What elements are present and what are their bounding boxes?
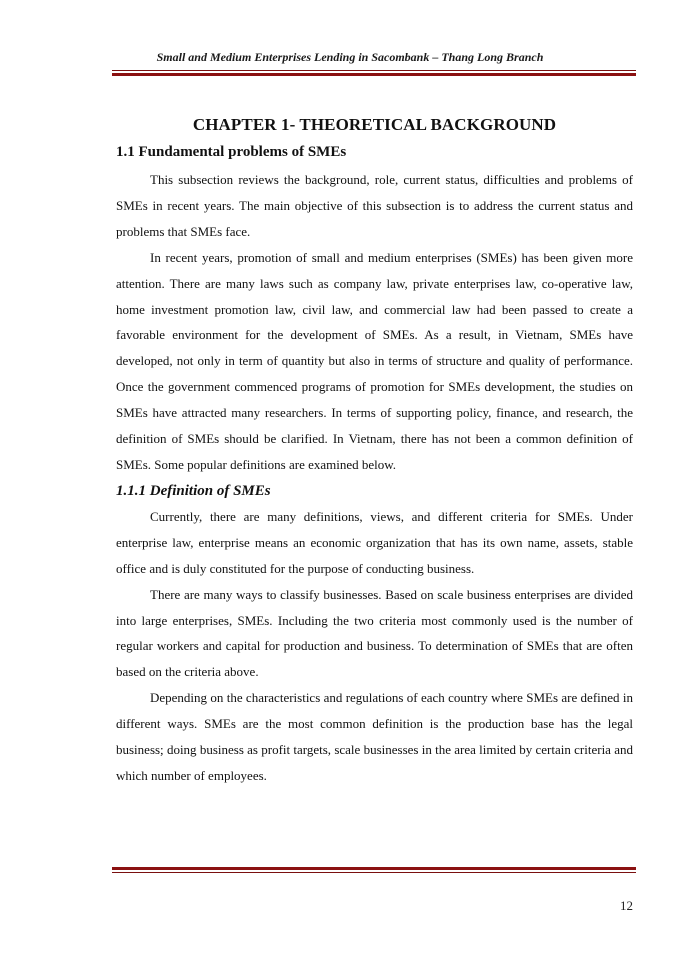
subsection-heading: 1.1.1 Definition of SMEs <box>116 482 271 499</box>
chapter-title: CHAPTER 1- THEORETICAL BACKGROUND <box>192 115 557 134</box>
section-heading: 1.1 Fundamental problems of SMEs <box>116 144 347 160</box>
running-header: Small and Medium Enterprises Lending in Sacombank – Thang Long Branch <box>156 50 544 64</box>
header-rule-thick <box>112 73 636 76</box>
subsection-paragraph-1: Currently, there are many definitions, views, and different criteria for SMEs. Under enterprise law, enterprise means an economic organization that has its own name, assets, stable office and is duly constituted for the purpose of conducting business. <box>116 508 633 576</box>
header-rule-thin <box>112 70 636 71</box>
subsection-paragraph-2: There are many ways to classify businesses. Based on scale business enterprises are divided into large enterprises, SMEs. Including the two criteria most commonly used is the number of regular workers and capital for production and business. To determination of SMEs that are often based on the criteria above. <box>116 586 633 680</box>
section-paragraph-2: In recent years, promotion of small and medium enterprises (SMEs) has been given more attention. There are many laws such as company law, private enterprises law, co-operative law, home investment promotion law, civil law, and commercial law had been passed to create a favorable environment for the development of SMEs. As a result, in Vietnam, SMEs have developed, not only in term of quantity but also in terms of structure and quality of performance. Once the government commenced programs of promotion for SMEs development, the studies on SMEs have attracted many researchers. In terms of supporting policy, finance, and research, the definition of SMEs should be clarified. In Vietnam, there has not been a common definition of SMEs. Some popular definitions are examined below. <box>116 249 633 472</box>
footer-rule-thin <box>112 872 636 873</box>
section-paragraph-1: This subsection reviews the background, role, current status, difficulties and problems of SMEs in recent years. The main objective of this subsection is to address the current status and problems that SMEs face. <box>116 172 633 239</box>
subsection-paragraph-3: Depending on the characteristics and regulations of each country where SMEs are defined in different ways. SMEs are the most common definition is the production base has the legal business; doing business as profit targets, scale businesses in the area limited by certain criteria and which number of employees. <box>116 690 633 783</box>
page-number: 12 <box>620 898 633 913</box>
page-body <box>116 114 633 789</box>
footer-rule-thick <box>112 867 636 870</box>
